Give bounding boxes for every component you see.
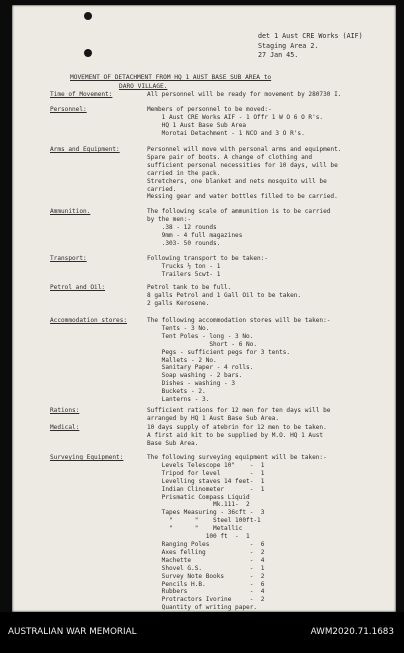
section-body: [147, 255, 268, 279]
section-body: [147, 317, 330, 404]
section-line: Personnel will move with personal arms and equipment.: [147, 146, 342, 153]
section-line: 100 ft - 1: [147, 533, 250, 541]
section-line: Short - 6 No.: [147, 340, 258, 348]
footer-institution: AUSTRALIAN WAR MEMORIAL: [8, 627, 137, 637]
section-line: All personnel will be ready for movement by 280730 I.: [147, 91, 342, 98]
section-line: Dishes - washing - 3: [147, 380, 236, 388]
section-line: A first aid kit to be supplied by M.O. HQ 1 Aust: [147, 431, 324, 439]
section-line: Sufficient rations for 12 men for ten days will be: [147, 407, 331, 414]
section-line: Base Sub Area.: [147, 439, 199, 447]
section-line: Pegs - sufficient pegs for 3 tents.: [147, 348, 291, 356]
document-header: [258, 32, 363, 61]
section-body: [147, 454, 327, 612]
footer-accession-number: AWM2020.71.1683: [310, 627, 394, 637]
section-body: [147, 407, 330, 423]
section-line: Members of personnel to be moved:-: [147, 106, 272, 113]
section-line: 10 days supply of atebrin for 12 men to be taken.: [147, 424, 327, 431]
section-body: [147, 91, 341, 99]
section-body: [147, 208, 330, 248]
section-line: Spare pair of boots. A change of clothing and: [147, 153, 313, 161]
section-line: 1 Aust CRE Works AIF - 1 Offr 1 W O 6 O R's.: [147, 113, 324, 121]
section-line: Mallets - 2 No.: [147, 356, 217, 364]
section-line: The following surveying equipment will be taken:-: [147, 454, 327, 461]
header-line: 27 Jan 45.: [258, 51, 299, 60]
section-line: Stretchers, one blanket and nets mosquito will be: [147, 177, 327, 185]
section-label: Accommodation stores:: [50, 317, 128, 324]
document-title: [70, 73, 370, 91]
document-page: [12, 5, 396, 612]
section-line: Ranging Poles - 6: [147, 540, 265, 548]
section-label: Rations:: [50, 407, 80, 414]
punch-hole: [84, 49, 92, 57]
section-line: Petrol tank to be full.: [147, 284, 232, 291]
section-label: Transport:: [50, 255, 87, 262]
section-line: Tapes Measuring - 36cft - 3: [147, 509, 265, 517]
section-body: [147, 284, 301, 308]
section-line: Morotai Detachment - 1 NCO and 3 O R's.: [147, 129, 305, 137]
section-body: [147, 106, 323, 138]
section-line: by the men:-: [147, 215, 192, 223]
section-line: 9mm - 4 full magazines: [147, 231, 243, 239]
section-line: 8 galls Petrol and 1 Gall Oil to be taken.: [147, 291, 302, 299]
title-line: DARO VILLAGE.: [119, 83, 168, 90]
section-line: Tent Poles - long - 3 No.: [147, 332, 254, 340]
section-line: carried.: [147, 185, 177, 193]
section-line: .38 - 12 rounds: [147, 223, 217, 231]
section-line: .303- 50 rounds.: [147, 239, 221, 247]
section-line: Survey Note Books - 2: [147, 572, 265, 580]
section-line: Following transport to be taken:-: [147, 255, 269, 262]
section-line: Rubbers - 4: [147, 588, 265, 596]
section-line: Indian Clinometer - 1: [147, 485, 265, 493]
section-line: Messing gear and water bottles filled to be carried.: [147, 193, 338, 201]
section-line: Trucks ½ ton - 1: [147, 262, 221, 270]
section-label: Ammunition.: [50, 208, 91, 215]
section-line: Levels Telescope 10" - 1: [147, 461, 265, 469]
section-line: " " Metallic: [147, 525, 243, 533]
section-line: " " Steel 100ft-1: [147, 517, 261, 525]
title-line: MOVEMENT OF DETACHMENT FROM HQ 1 AUST BASE SUB AREA to: [70, 74, 272, 81]
section-line: Tripod for level - 1: [147, 469, 265, 477]
section-line: Shovel G.S. - 1: [147, 564, 265, 572]
section-line: Levelling staves 14 feet- 1: [147, 477, 265, 485]
section-line: 2 galls Kerosene.: [147, 299, 210, 307]
section-line: Lanterns - 3.: [147, 396, 210, 404]
section-label: Surveying Equipment:: [50, 454, 124, 461]
section-label: Time of Movement:: [50, 91, 113, 98]
section-label: Personnel:: [50, 106, 87, 113]
section-line: Soap washing - 2 bars.: [147, 372, 243, 380]
section-line: Protractors Ivorine - 2: [147, 596, 265, 604]
section-body: [147, 146, 341, 201]
section-body: [147, 424, 327, 448]
section-line: carried in the pack.: [147, 169, 221, 177]
section-line: The following accommodation stores will be taken:-: [147, 317, 331, 324]
section-line: The following scale of ammunition is to be carried: [147, 208, 331, 215]
section-line: Machette - 4: [147, 556, 265, 564]
section-label: Medical:: [50, 424, 80, 431]
section-label: Petrol and Oil:: [50, 284, 106, 291]
section-line: arranged by HQ 1 Aust Base Sub Area.: [147, 414, 280, 422]
section-line: sufficient personal necessities for 10 days, will be: [147, 161, 338, 169]
header-line: Staging Area 2.: [258, 41, 319, 50]
section-line: Trailers 5cwt- 1: [147, 270, 221, 278]
section-line: Axes felling - 2: [147, 548, 265, 556]
section-label: Arms and Equipment:: [50, 146, 120, 153]
section-line: Quantity of writing paper.: [147, 604, 258, 612]
section-line: Sanitary Paper - 4 rolls.: [147, 364, 254, 372]
header-line: det 1 Aust CRE Works (AIF): [258, 32, 363, 40]
footer-bar: [0, 612, 404, 653]
section-line: Prismatic Compass Liquid: [147, 493, 250, 501]
section-line: Tents - 3 No.: [147, 324, 210, 332]
section-line: Buckets - 2.: [147, 388, 206, 396]
section-line: HQ 1 Aust Base Sub Area: [147, 121, 247, 129]
section-line: Pencils H.B. - 6: [147, 580, 265, 588]
punch-hole: [84, 12, 92, 20]
section-line: Mk.111- 2: [147, 501, 250, 509]
